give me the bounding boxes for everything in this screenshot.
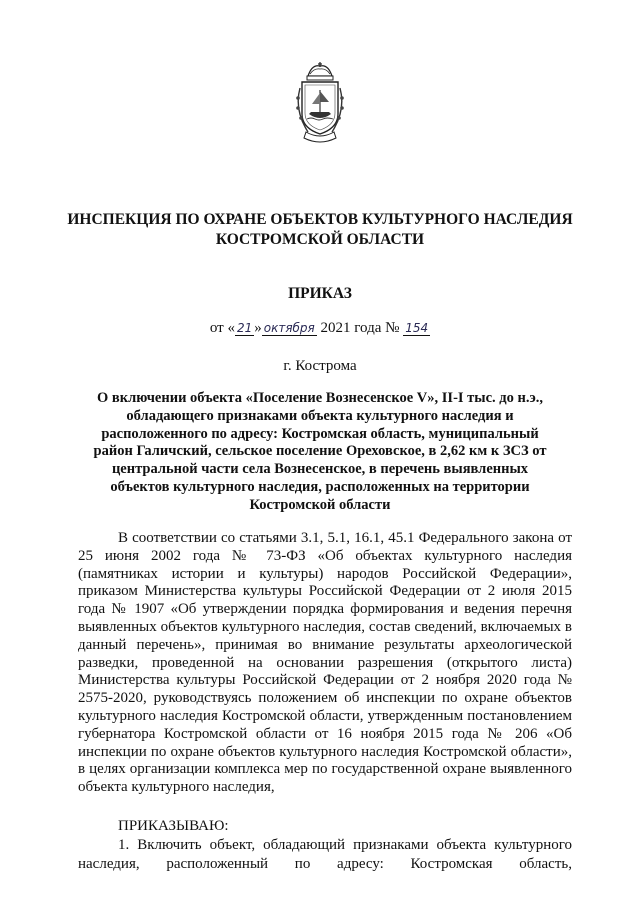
document-type-title: ПРИКАЗ [288,285,352,302]
organization-name: ИНСПЕКЦИЯ ПО ОХРАНЕ ОБЪЕКТОВ КУЛЬТУРНОГО НАСЛЕДИЯ КОСТРОМСКОЙ ОБЛАСТИ [67,211,573,248]
date-day: 21 [236,321,253,335]
date-prefix: от « [209,320,235,336]
order-date-number [60,318,580,338]
city: г. Кострома [283,358,357,374]
date-year: 2021 года № [320,320,400,336]
date-mid: » [254,320,262,336]
order-subject: О включении объекта «Поселение Вознесенское V», II-I тыс. до н.э., обладающего признаками объекта культурного наследия и расположенного по адресу: Костромская область, муниципальный район Галичский, сельское поселение Ореховское, в 2,62 км к ЗСЗ от центральной части села Вознесенское, в перечень выявленных объектов культурного наследия, расположенных на территории Костромской области [93,390,547,513]
order-item-1-text: 1. Включить объект, обладающий признаками объекта культурного наследия, расположенный по адресу: Костромская область, [78,837,572,872]
preamble-paragraph: В соответствии со статьями 3.1, 5.1, 16.1, 45.1 Федерального закона от 25 июня 2002 года № 73-ФЗ «Об объектах культурного наследия (памятниках истории и культуры) народов Российской Федерации», приказом Министерства культуры Российской Федерации от 2 июля 2015 года № 1907 «Об утверждении порядка формирования и ведения перечня выявленных объектов культурного наследия, состав сведений, включаемых в данный перечень», принимая во внимание результаты археологической разведки, проведенной на основании разрешения (открытого листа) Министерства культуры Российской Федерации от 2 ноября 2020 года № 2575-2020, руководствуясь положением об инспекции по охране объектов культурного наследия Костромской области, утвержденным постановлением губернатора Костромской области от 16 ноября 2015 года № 206 «Об инспекции по охране объектов культурного наследия Костромской области», в целях организации комплекса мер по государственной охране выявленного объекта культурного наследия, [78,530,572,796]
order-word: ПРИКАЗЫВАЮ: [118,818,229,834]
order-number: 154 [405,321,429,335]
order-item-1 [78,836,572,873]
body-text [78,530,572,797]
date-month: октября [263,321,315,335]
coat-of-arms-icon [294,62,346,144]
